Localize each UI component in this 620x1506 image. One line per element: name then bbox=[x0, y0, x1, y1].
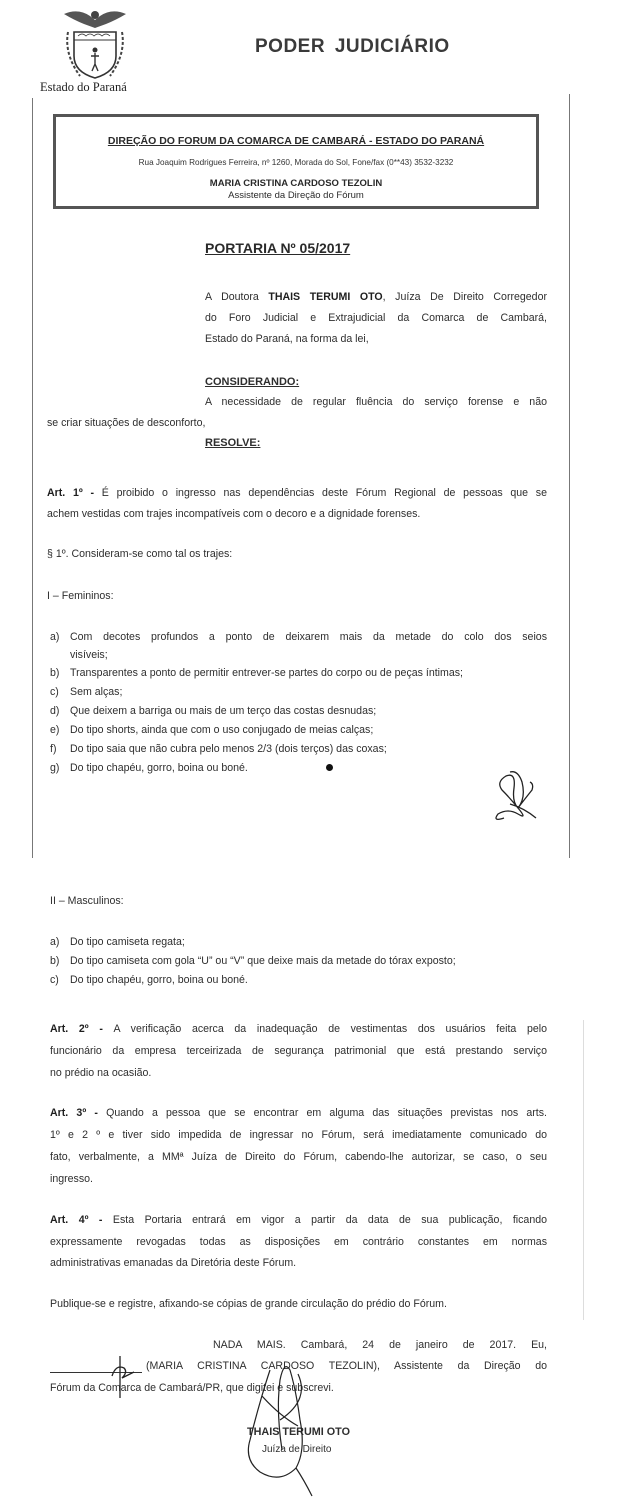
preamble-line-2: do Foro Judicial e Extrajudicial da Comarca de Cambará, bbox=[205, 312, 547, 324]
closing-line-3: Fórum da Comarca de Cambará/PR, que digitei e subscrevi. bbox=[50, 1382, 334, 1394]
art2-line-3: no prédio na ocasião. bbox=[50, 1067, 152, 1079]
closing-line-2: (MARIA CRISTINA CARDOSO TEZOLIN), Assistente da Direção do bbox=[146, 1360, 547, 1372]
art1-line-2: achem vestidas com trajes incompatíveis com o decoro e a dignidade forenses. bbox=[47, 508, 421, 520]
coat-of-arms-icon bbox=[60, 6, 130, 82]
feminine-item-b: b) Transparentes a ponto de permitir entrever-se partes do corpo ou de peças íntimas; bbox=[50, 667, 463, 679]
feminine-item-a: a) Com decotes profundos a ponto de deixarem mais da metade do colo dos seios bbox=[50, 631, 547, 643]
preamble-line-1: A Doutora THAIS TERUMI OTO, Juíza De Direito Corregedor bbox=[205, 291, 547, 303]
art3-line-3: fato, verbalmente, a MMª Juíza de Direito do Fórum, cabendo-lhe autorizar, se caso, o seu bbox=[50, 1151, 547, 1163]
feminine-heading: I – Femininos: bbox=[47, 590, 114, 602]
page-border-left-top bbox=[32, 98, 33, 858]
signatory-role: Juíza de Direito bbox=[262, 1444, 332, 1455]
art4-line-1: Art. 4º - Esta Portaria entrará em vigor a partir da data de sua publicação, ficando bbox=[50, 1214, 548, 1226]
considerando-line-2: se criar situações de desconforto, bbox=[47, 417, 206, 429]
judge-signature-icon bbox=[240, 1360, 330, 1500]
feminine-item-f: f) Do tipo saia que não cubra pelo menos 2/3 (dois terços) das coxas; bbox=[50, 743, 387, 755]
state-label: Estado do Paraná bbox=[40, 80, 127, 94]
assistant-signature-icon bbox=[100, 1352, 140, 1402]
art3-line-2: 1º e 2 º e tiver sido impedida de ingressar no Fórum, será imediatamente comunicado do bbox=[50, 1129, 547, 1141]
letterhead-box bbox=[53, 114, 539, 209]
judge-name: THAIS TERUMI OTO bbox=[268, 291, 383, 303]
page-border-right-top bbox=[569, 94, 570, 858]
feminine-item-c: c) Sem alças; bbox=[50, 686, 123, 698]
resolve-heading: RESOLVE: bbox=[205, 437, 261, 449]
closing-line-1: NADA MAIS. Cambará, 24 de janeiro de 2017. Eu, bbox=[213, 1339, 547, 1351]
letterhead-name: MARIA CRISTINA CARDOSO TEZOLIN bbox=[209, 178, 383, 189]
art2-line-2: funcionário da empresa terceirizada de segurança patrimonial que está prestando serviço bbox=[50, 1045, 547, 1057]
signatory-name: THAIS TERUMI OTO bbox=[247, 1426, 350, 1438]
ink-dot bbox=[326, 764, 333, 771]
feminine-item-a-cont: visíveis; bbox=[70, 649, 108, 661]
page-border-right-bottom bbox=[583, 1020, 584, 1320]
masculine-item-b: b) Do tipo camiseta com gola “U” ou “V” que deixe mais da metade do tórax exposto; bbox=[50, 955, 456, 967]
paragraph-1: § 1º. Consideram-se como tal os trajes: bbox=[47, 548, 233, 560]
art2-line-1: Art. 2º - A verificação acerca da inadequação de vestimentas dos usuários feita pelo bbox=[50, 1023, 547, 1035]
institution-title: PODER JUDICIÁRIO bbox=[255, 36, 450, 57]
masculine-item-c: c) Do tipo chapéu, gorro, boina ou boné. bbox=[50, 974, 248, 986]
document-title: PORTARIA Nº 05/2017 bbox=[205, 240, 351, 256]
preamble-line-3: Estado do Paraná, na forma da lei, bbox=[205, 333, 369, 345]
art3-line-1: Art. 3º - Quando a pessoa que se encontrar em alguma das situações previstas nos arts. bbox=[50, 1107, 547, 1119]
masculine-item-a: a) Do tipo camiseta regata; bbox=[50, 936, 185, 948]
publication-order: Publique-se e registre, afixando-se cópias de grande circulação do prédio do Fórum. bbox=[50, 1298, 447, 1310]
letterhead-address: Rua Joaquim Rodrigues Ferreira, nº 1260, Morada do Sol, Fone/fax (0**43) 3532-3232 bbox=[138, 158, 454, 167]
considerando-line-1: A necessidade de regular fluência do serviço forense e não bbox=[205, 396, 547, 408]
feminine-item-e: e) Do tipo shorts, ainda que com o uso conjugado de meias calças; bbox=[50, 724, 374, 736]
letterhead-role: Assistente da Direção do Fórum bbox=[228, 190, 364, 201]
art1-line-1: Art. 1º - É proibido o ingresso nas dependências deste Fórum Regional de pessoas que se bbox=[47, 487, 547, 499]
feminine-item-g: g) Do tipo chapéu, gorro, boina ou boné. bbox=[50, 762, 248, 774]
art4-line-2: expressamente revogadas todas as disposições em contrário constantes em normas bbox=[50, 1236, 547, 1248]
art3-line-4: ingresso. bbox=[50, 1173, 93, 1185]
letterhead-title: DIREÇÃO DO FORUM DA COMARCA DE CAMBARÁ - ESTADO DO PARANÁ bbox=[107, 135, 485, 147]
feminine-item-d: d) Que deixem a barriga ou mais de um terço das costas desnudas; bbox=[50, 705, 377, 717]
art4-line-3: administrativas emanadas da Diretória deste Fórum. bbox=[50, 1257, 297, 1269]
initials-signature-icon bbox=[488, 768, 548, 828]
considerando-heading: CONSIDERANDO: bbox=[205, 376, 300, 388]
masculine-heading: II – Masculinos: bbox=[50, 895, 124, 907]
